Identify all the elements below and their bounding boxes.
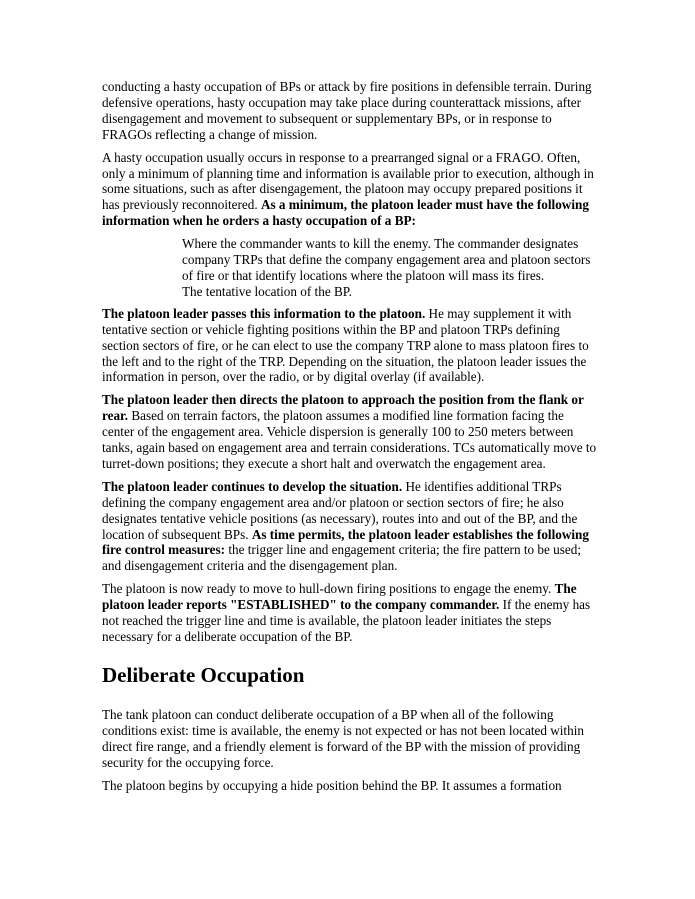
paragraph-hasty-occupation-context: conducting a hasty occupation of BPs or attack by fire positions in defensible terrain. During defensive operations, hasty occupation may take place during counterattack missions, after disengagement and movement to subsequent or supplementary BPs, or in response to FRAGOs reflecting a change of mission. bbox=[102, 79, 592, 142]
paragraph-deliberate-conditions: The tank platoon can conduct deliberate occupation of a BP when all of the following conditions exist: time is available, the enemy is not expected or has not been located within direct fire range, and a friendly element is forward of the BP with the mission of providing security for the occupying force. bbox=[102, 706, 584, 770]
paragraph-bold-text: As time permits, the platoon leader establishes the following fire control measures: bbox=[102, 526, 589, 558]
paragraph-hasty-occupation-signal bbox=[102, 150, 598, 230]
paragraph-text: Based on terrain factors, the platoon assumes a modified line formation facing the center of the engagement area. Vehicle dispersion is generally 100 to 250 meters between tanks, again based on engagement area and terrain considerations. TCs automatically move to turret-down positions; they execute a short halt and overwatch the engagement area. bbox=[102, 408, 597, 471]
paragraph-bold-text: The platoon leader passes this information to the platoon. bbox=[102, 305, 426, 321]
paragraph-approach-position bbox=[102, 392, 598, 472]
paragraph-text: the trigger line and engagement criteria; the fire pattern to be used; and disengagement criteria and the disengagement plan. bbox=[102, 542, 581, 574]
paragraph-hide-position: The platoon begins by occupying a hide position behind the BP. It assumes a formation bbox=[102, 777, 562, 793]
paragraph-bold-text: The platoon leader continues to develop the situation. bbox=[102, 478, 403, 494]
paragraph-bold-text: The platoon leader reports "ESTABLISHED" to the company commander. bbox=[102, 581, 577, 613]
paragraph-develop-situation bbox=[102, 479, 598, 574]
paragraph-bold-text: The platoon leader then directs the platoon to approach the position from the flank or rear. bbox=[102, 392, 584, 424]
page-content bbox=[102, 79, 598, 800]
paragraph-report-established bbox=[102, 581, 598, 645]
paragraph-bold-text: As a minimum, the platoon leader must have the following information when he orders a hasty occupation of a BP: bbox=[102, 197, 589, 229]
paragraph-text: A hasty occupation usually occurs in response to a prearranged signal or a FRAGO. Often, only a minimum of planning time and information is available prior to execution, although in some situations, such as after disengagement, the platoon may occupy prepared positions it has previously reconnoitered. bbox=[102, 149, 594, 213]
list-item: Where the commander wants to kill the enemy. The commander designates company TRPs that define the company engagement area and platoon sectors of fire or that identify locations where the platoon will mass its fires. bbox=[182, 236, 591, 283]
required-information-list bbox=[182, 236, 598, 300]
paragraph-text: If the enemy has not reached the trigger line and time is available, the platoon leader initiates the steps necessary for a deliberate occupation of the BP. bbox=[102, 597, 591, 644]
section-heading: Deliberate Occupation bbox=[102, 662, 305, 687]
paragraph-text: He may supplement it with tentative section or vehicle fighting positions within the BP and platoon TRPs defining section sectors of fire, or he can elect to use the company TRP alone to mass platoon fires to the left and to the right of the TRP. Depending on the situation, the platoon leader issues the information in person, over the radio, or by digital overlay (if available). bbox=[102, 305, 589, 385]
paragraph-text: He identifies additional TRPs defining the company engagement area and/or platoon or section sectors of fire; he also designates tentative vehicle positions (as necessary), routes into and out of the BP, and the location of subsequent BPs. bbox=[102, 478, 578, 542]
paragraph-text: The platoon is now ready to move to hull-down firing positions to engage the enemy. bbox=[102, 581, 555, 597]
paragraph-passes-information bbox=[102, 306, 598, 386]
list-item: The tentative location of the BP. bbox=[182, 283, 352, 299]
